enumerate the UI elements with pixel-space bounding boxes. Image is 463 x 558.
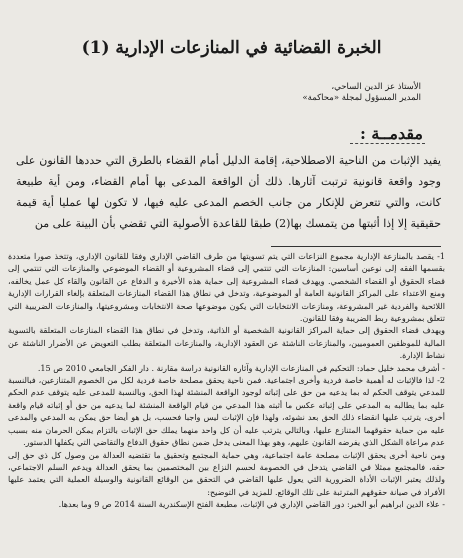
article-title: الخبرة القضائية في المنازعات الإدارية (1) xyxy=(81,38,382,58)
footnote: ويهدف قضاء الحقوق إلى حماية المراكز القانونية الشخصية أو الذاتية، وتدخل في نطاق هذا القضاء المنازعات المتعلقة بالتسوية المالية للموظفين العموميين، والمنازعات الناشئة عن العقود الإدارية، والمنازعات المتعلقة بطلب التعويض عن الأضرار الناشئة عن نشاط الإدارة. xyxy=(8,325,445,361)
footnote-separator xyxy=(271,246,441,247)
footnote: - أشرف محمد خليل حماد: التحكيم في المنازعات الإدارية وآثاره القانونية دراسة مقارنة . دار الفكر الجامعي 2010 ص 15. xyxy=(37,362,445,373)
author-role: المدير المسؤول لمجلة «محاكمة» xyxy=(302,93,421,103)
footnote: 1- يقصد بالمنازعة الإدارية مجموع النزاعات التي يتم تسويتها من طرف القاضي الإداري وفقا للقانون الإداري، وتتخذ صورا متعددة بقسمها الفقه إلى نوعين أساسين: المنازعات التي تنتمي إلى قضاء المشروعية أو القضاء الموضوعي والمنازعات التي تنتمي إلى قضاء الحقوق أو القضاء الشخصي. ويهدف قضاء المشروعية إلى حماية هذه الأخيرة و الدفاع عن القانون والقاء كل عمل يخالفه، ومنع الاعتداء على المراكز القانونية العامة أو الموضوعية، وتدخل في نطاق هذا القضاء المنازعات المتعلقة بإلغاء القرارات الإدارية اللائحية والفردية غير المشروعة، ومنازعات الانتخابات التي يكون موضوعها صحة الانتخابات ومشروعيتها، والمنازعات الضريبية التي تتعلق بمشروعية ربط الضريبة وفقا للقانون. xyxy=(8,251,445,324)
footnote: - علاء الدين ابراهيم أبو الخير: دور القاضي الإداري في الإثبات، مطبعة الفتح الإسكندرية السنة 2014 ص 9 وما بعدها. xyxy=(58,499,445,510)
footnotes xyxy=(8,250,445,511)
footnote: 2- لذا فالإثبات له أهمية خاصة فردية وأخرى اجتماعية. فمن ناحية يحقق مصلحة خاصة فردية لكل من الخصوم المتنازعين، فبالنسبة للمدعي يتوقف الحكم له بما يدعيه من حق على إثباته لوجود الواقعة المنشئة لهذا الحق، وبالنسبة للمدعى عليه يتوقف عدم الحكم عليه بما يطالبه به المدعي على إثباته عكس ما أثبته هذا المدعي من قيام الواقعة المنشئة لما يدعيه من حق أو إثباته قيام واقعة أخرى، يترتب عليها انقضاء ذلك الحق بعد نشوئه، ولهذا فإن الإثبات ليس واجبا فحسب، بل هو أيضا حق يمكن به المدعي والمدعى عليه من حماية حقوقهما المتنازع عليها، وبالتالي يترتب عليه أن كل واحد منهما يملك حق الإثبات بالتزام يمكن الحرمان منه بسبب عدم مراعاة الشكل الذي يفرضه القانون عليهم، وهو بهذا المعنى يدخل ضمن نطاق حقوق الدفاع والتقاضي التي يكفلها الدستور. xyxy=(8,375,445,448)
section-underline xyxy=(350,143,425,144)
section-heading: مقدمــة : xyxy=(359,124,423,143)
author-block xyxy=(221,82,421,104)
body-paragraph: يفيد الإثبات من الناحية الاصطلاحية، إقامة الدليل أمام القضاء بالطرق التي حددها القانون على وجود واقعة قانونية ترتبت آثارها. ذلك أن الواقعة المدعى بها أمام القضاء، ومن أية طبيعة كانت، والتي تتعرض للإنكار من جانب الخصم المدعى عليه فيها، لا تكون لها عمليا أية قيمة حقيقية إلا إذا أثبتها من يتمسك بها(2) طبقا للقاعدة الأصولية التي تقضي بأن البينة على من xyxy=(16,154,441,230)
footnote: ومن ناحية أخرى يحقق الإثبات مصلحة عامة اجتماعية، وهي حماية المجتمع وتحقيق ما تقتضيه العدالة من وصول كل ذي حق إلى حقه، فالمجتمع ممثلا في القاضي يتدخل في الخصومة لحسم النزاع بين المختصمين بما يحقق العدالة ويدعم السلم الاجتماعي، ولذلك يعتبر الإثبات الأداة الضرورية التي يعول عليها القاضي في التحقق من الوقائع القانونية والوسيلة العملية التي يعتمد عليها الأفراد في صيانة حقوقهم المترتبة على تلك الوقائع. للمزيد في التوضيح: xyxy=(8,449,445,497)
author-name: الأستاذ عز الدين الساحي، xyxy=(331,82,421,92)
